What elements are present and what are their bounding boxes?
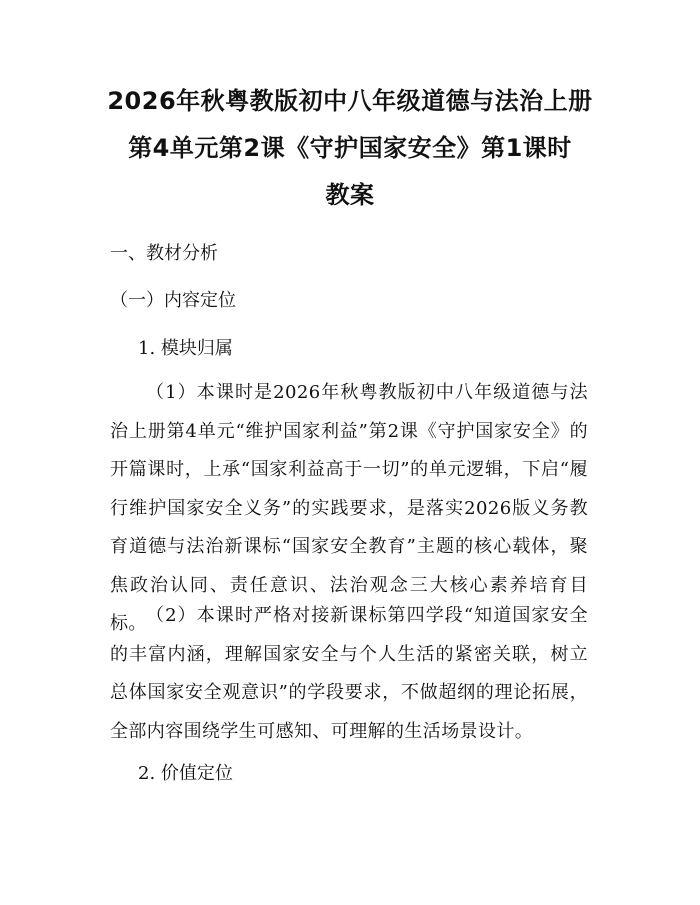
item-heading-module: 1. 模块归属 [138,338,233,359]
paragraph-1: （1）本课时是2026年秋粤教版初中八年级道德与法治上册第4单元“维护国家利益”第2课《守护国家安全》的开篇课时，上承“国家利益高于一切”的单元逻辑，下启“履行维护国家安全义务”的实践要求，是落实2026版义务教育道德与法治新课标“国家安全教育”主题的核心载体，聚焦政治认同、责任意识、法治观念三大核心素养培育目标。 [110,382,588,634]
paragraph-2: （2）本课时严格对接新课标第四学段“知道国家安全的丰富内涵，理解国家安全与个人生活的紧密关联，树立总体国家安全观意识”的学段要求，不做超纲的理论拓展，全部内容围绕学生可感知、可理解的生活场景设计。 [110,605,588,742]
item-heading-value: 2. 价值定位 [138,763,233,784]
subsection-heading-content-positioning: （一）内容定位 [110,290,236,311]
document-title-line-1: 2026年秋粤教版初中八年级道德与法治上册 [107,87,593,115]
document-title-line-2: 第4单元第2课《守护国家安全》第1课时 [128,134,572,162]
section-heading-textbook-analysis: 一、教材分析 [110,243,218,264]
document-title-line-3: 教案 [325,181,375,209]
